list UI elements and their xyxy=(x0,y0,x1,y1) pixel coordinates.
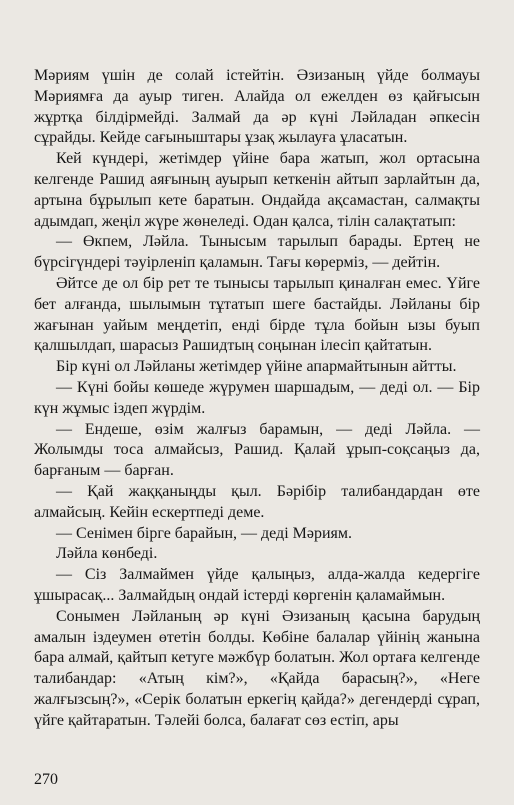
paragraph: Сонымен Ләйланың әр күні Әзизаның қасына барудың амалын іздеумен өтетін болды. Көбіне балалар үйінің жанына бара алмай, қайтып кетуге мәжбүр болатын. Жол ортаға келгенде талибандар: «Атың кім?», «Қайда барасың?», «Неге жалғызсың?», «Серік болатын еркегің қайда?» дегендерді сұрап, үйге қайтаратын. Тәлейі болса, балағат сөз естіп, ары xyxy=(34,607,480,729)
paragraph: — Сенімен бірге барайын, — деді Мәриям. xyxy=(56,524,353,542)
page-text xyxy=(34,66,480,732)
paragraph: Ләйла көнбеді. xyxy=(56,545,158,563)
paragraph: Бір күні ол Ләйланы жетімдер үйіне апармайтынын айтты. xyxy=(56,358,457,376)
paragraph: Әйтсе де ол бір рет те тынысы тарылып қиналған емес. Үйге бет алғанда, шылымын тұтатып шеге бастайды. Ләйланы бір жағынан уайым меңдетіп, енді бірде тұла бойын ызы буып қалшылдап, шарасыз Рашидтың соңынан ілесіп қайтатын. xyxy=(34,274,480,355)
paragraph: Мәриям үшін де солай істейтін. Әзизаның үйде болмауы Мәриямға да ауыр тиген. Алайда ол ежелден өз қайғысын жұртқа білдірмейді. Залмай да әр күні Ләйладан әпкесін сұрайды. Кейде сағыныштары ұзақ жылауға ұласатын. xyxy=(34,67,480,147)
paragraph: — Ендеше, өзім жалғыз барамын, — деді Ләйла. — Жолымды тоса алмайсыз, Рашид. Қалай ұрып-соқсаңыз да, барғаным — барған. xyxy=(34,420,480,480)
paragraph: — Өкпем, Ләйла. Тынысым тарылып барады. Ертең не бүрсігүндері тәуірленіп қаламын. Тағы көрерміз, — дейтін. xyxy=(34,233,480,272)
paragraph: — Сіз Залмаймен үйде қалыңыз, алда-жалда кедергіге ұшырасақ... Залмайдың ондай істерді көргенін қаламаймын. xyxy=(34,566,480,604)
paragraph: — Күні бойы көшеде жүрумен шаршадым, — деді ол. — Бір күн жұмыс іздеп жүрдім. xyxy=(34,378,480,417)
page-number: 270 xyxy=(34,771,58,788)
paragraph: Кей күндері, жетімдер үйіне бара жатып, жол ортасына келгенде Рашид аяғының ауырып кеткенін айтып зарлайтын да, артына бұрылып кете баратын. Ондайда ақсамастан, салмақты адымдап, жеңіл жүре жөнеледі. Одан қалса, тілін салақтатып: xyxy=(34,150,480,230)
paragraph: — Қай жаққаныңды қыл. Бәрібір талибандардан өте алмайсың. Кейін ескертпеді деме. xyxy=(34,482,480,521)
